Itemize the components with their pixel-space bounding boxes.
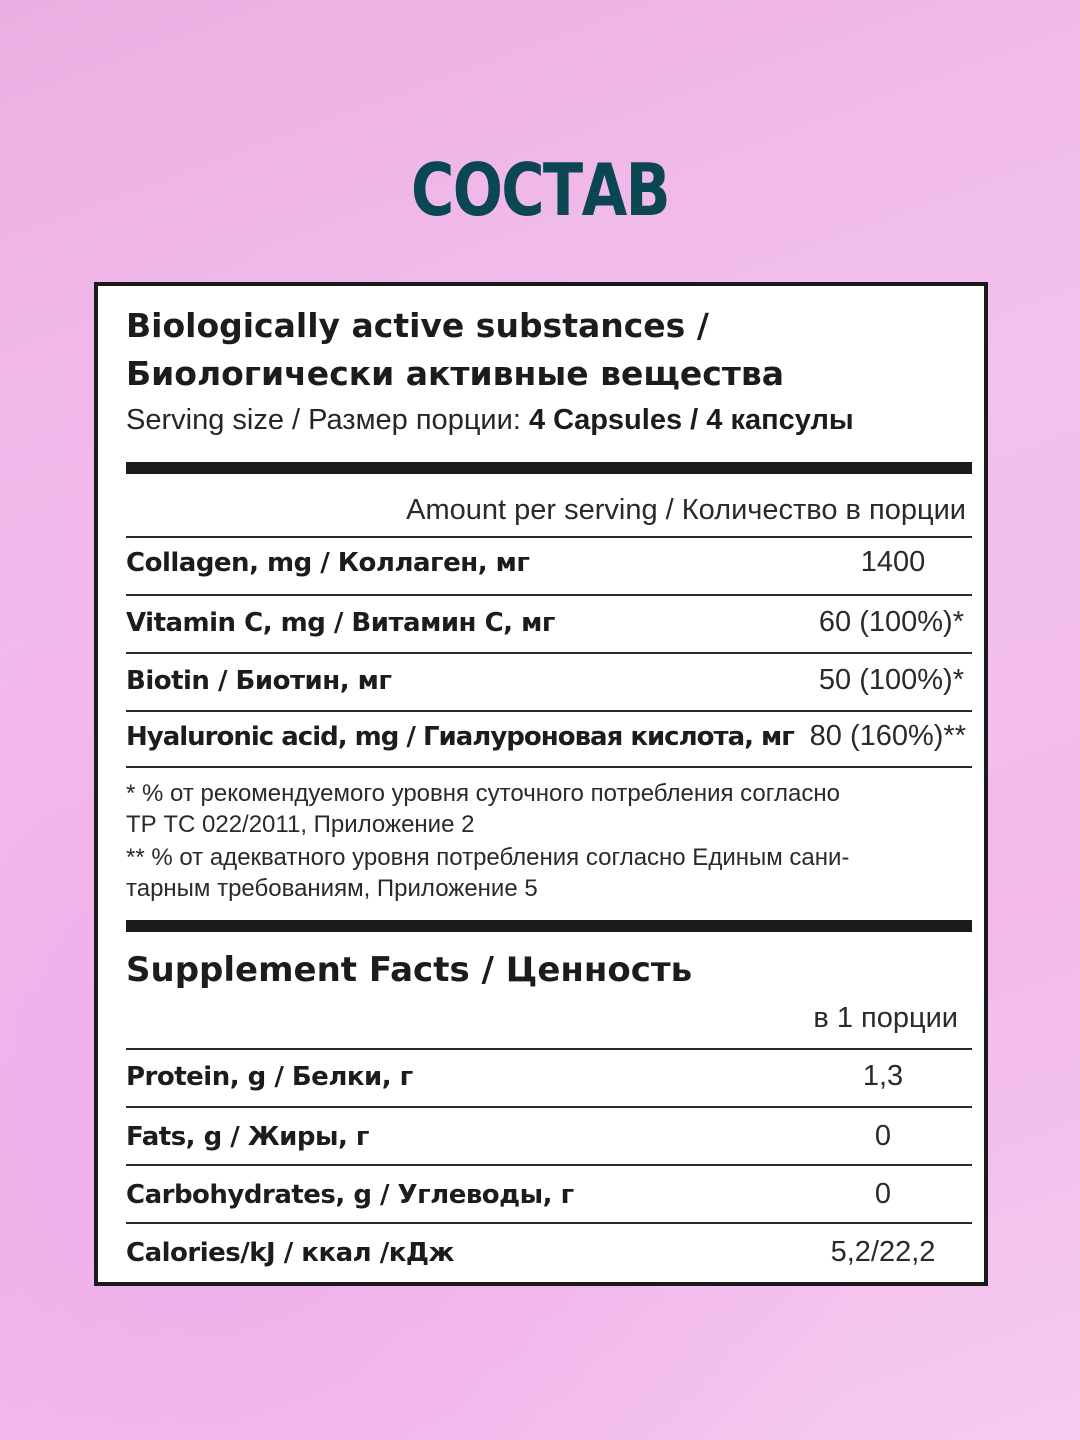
amount-per-serving-header: Amount per serving / Количество в порции	[406, 494, 966, 526]
table-row-value: 1400	[860, 546, 926, 578]
table-row-value: 0	[874, 1120, 892, 1152]
serving-size	[126, 404, 854, 437]
table-row-label: Fats, g / Жиры, г	[126, 1122, 370, 1152]
table-row-label: Vitamin C, mg / Витамин С, мг	[126, 608, 555, 638]
table-row-label: Biotin / Биотин, мг	[126, 666, 392, 696]
table-row-label: Collagen, mg / Коллаген, мг	[126, 548, 530, 578]
divider	[126, 652, 972, 654]
serving-size-label: Serving size / Размер порции:	[126, 404, 521, 436]
bas-heading-en: Biologically active substances /	[126, 306, 709, 345]
table-row-label: Carbohydrates, g / Углеводы, г	[126, 1180, 574, 1210]
page-title: СОСТАВ	[411, 148, 669, 232]
table-row-value: 5,2/22,2	[830, 1236, 936, 1268]
table-row-label: Calories/kJ / ккал /кДж	[126, 1238, 454, 1268]
divider-thick	[126, 920, 972, 932]
bas-heading-ru: Биологически активные вещества	[126, 354, 785, 393]
serving-size-value: 4 Capsules / 4 капсулы	[528, 404, 854, 436]
table-row-value: 60 (100%)*	[818, 606, 964, 638]
divider	[126, 594, 972, 596]
table-row-value: 50 (100%)*	[818, 664, 964, 696]
table-row-value: 0	[874, 1178, 892, 1210]
footnote-line: ** % от адекватного уровня потребления согласно Единым сани-	[126, 844, 850, 871]
table-row-value: 1,3	[862, 1060, 904, 1092]
divider	[126, 1222, 972, 1224]
divider	[126, 1048, 972, 1050]
table-row-label: Protein, g / Белки, г	[126, 1062, 413, 1092]
supplement-facts-title: Supplement Facts / Ценность	[126, 950, 693, 990]
divider	[126, 1164, 972, 1166]
divider	[126, 710, 972, 712]
divider	[126, 766, 972, 768]
divider-thick	[126, 462, 972, 474]
table-row-label: Hyaluronic acid, mg / Гиалуроновая кислота, мг	[126, 722, 794, 752]
table-row-value: 80 (160%)**	[809, 720, 966, 752]
footnote-line: ТР ТС 022/2011, Приложение 2	[126, 811, 475, 838]
divider	[126, 1106, 972, 1108]
composition-panel	[94, 282, 988, 1286]
per-serving-header: в 1 порции	[813, 1002, 958, 1034]
divider	[126, 536, 972, 538]
footnote-line: * % от рекомендуемого уровня суточного потребления согласно	[126, 780, 840, 807]
footnote-line: тарным требованиям, Приложение 5	[126, 875, 538, 902]
